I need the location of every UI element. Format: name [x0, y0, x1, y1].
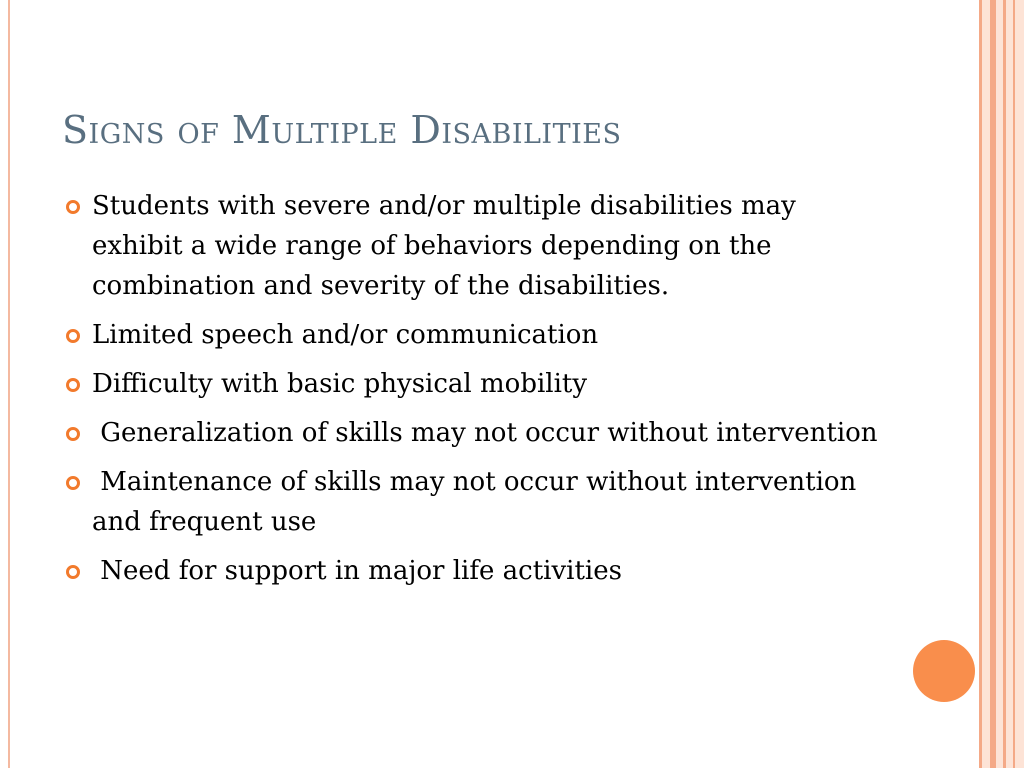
right-border-band — [979, 0, 1024, 768]
bullet-text: Students with severe and/or multiple disabilities may exhibit a wide range of behaviors depending on the combination and severity of the disabilities. — [92, 191, 805, 301]
bullet-text: Difficulty with basic physical mobility — [92, 369, 588, 399]
right-border-line — [990, 0, 996, 768]
bullet-icon — [66, 378, 80, 392]
bullet-item — [62, 364, 882, 404]
bullet-item — [62, 551, 882, 591]
bullet-icon — [66, 565, 80, 579]
bullet-item — [62, 186, 882, 306]
decorative-circle — [913, 640, 975, 702]
right-border-line — [1013, 0, 1015, 768]
bullet-icon — [66, 427, 80, 441]
right-border-line — [979, 0, 982, 768]
bullet-item — [62, 413, 882, 453]
right-border-line — [1003, 0, 1006, 768]
bullet-item — [62, 315, 882, 355]
bullet-item — [62, 462, 882, 542]
left-border-line — [8, 0, 10, 768]
bullet-text: Maintenance of skills may not occur without intervention and frequent use — [92, 467, 865, 537]
bullet-text: Generalization of skills may not occur without intervention — [92, 418, 878, 448]
bullet-text: Need for support in major life activities — [92, 556, 622, 586]
bullet-icon — [66, 476, 80, 490]
bullet-icon — [66, 329, 80, 343]
bullet-list — [62, 186, 882, 600]
bullet-text: Limited speech and/or communication — [92, 320, 599, 350]
bullet-icon — [66, 200, 80, 214]
slide-title: Signs of Multiple Disabilities — [62, 108, 622, 152]
